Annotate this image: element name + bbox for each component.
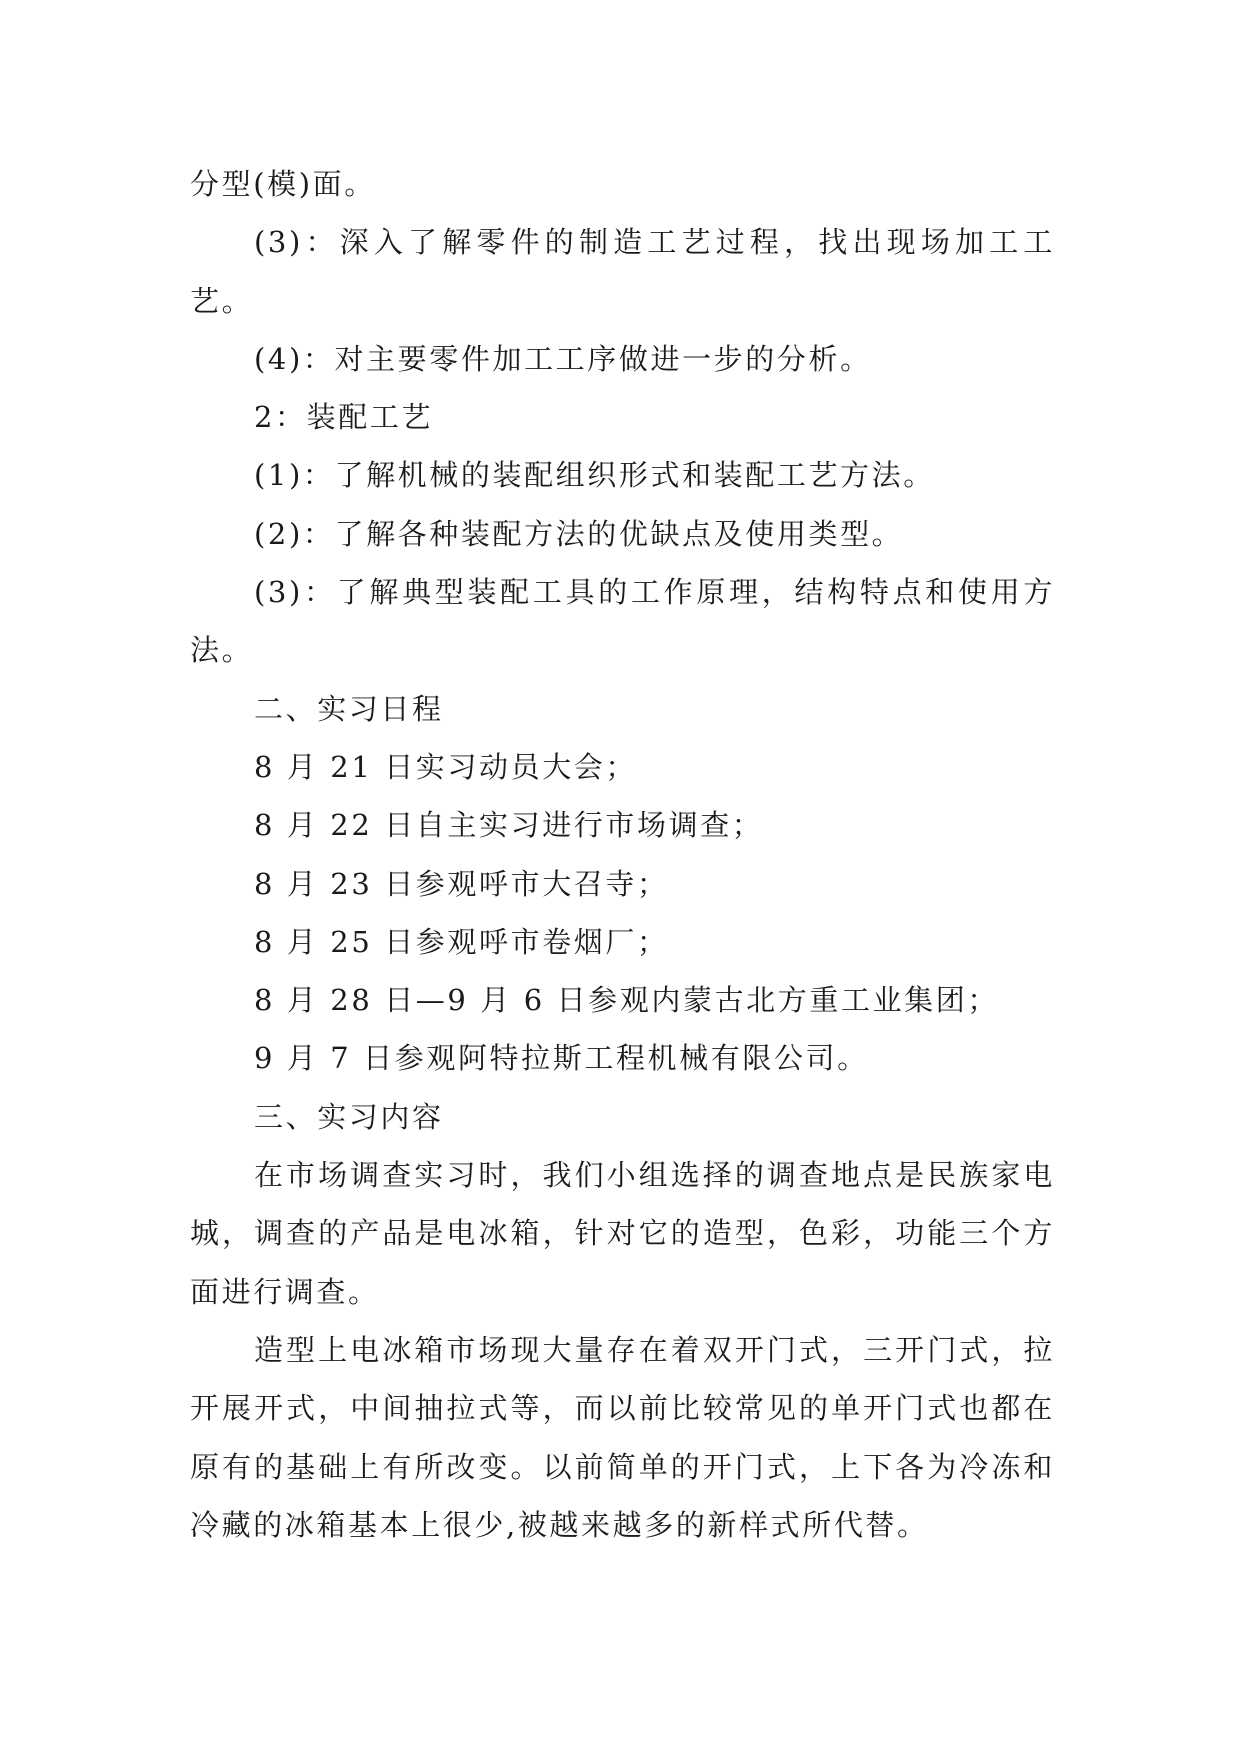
section-heading-content: 三、实习内容	[254, 1099, 444, 1134]
schedule-item: 8 月 25 日参观呼市卷烟厂；	[254, 924, 669, 959]
paragraph-market-survey: 在市场调查实习时，我们小组选择的调查地点是民族家电城，调查的产品是电冰箱，针对它的造型，色彩，功能三个方面进行调查。	[190, 1158, 1055, 1309]
paragraph-1: 分型(模)面。	[190, 167, 376, 201]
paragraph-5: (1)：了解机械的装配组织形式和装配工艺方法。	[254, 458, 935, 493]
schedule-item: 8 月 28 日—9 月 6 日参观内蒙古北方重工业集团；	[254, 983, 999, 1018]
section-heading-assembly: 2：装配工艺	[254, 400, 434, 435]
document-body	[190, 155, 1055, 1554]
section-heading-schedule: 二、实习日程	[254, 691, 444, 726]
schedule-item: 8 月 21 日实习动员大会；	[254, 749, 638, 784]
schedule-item: 8 月 22 日自主实习进行市场调查；	[254, 808, 764, 843]
schedule-item: 9 月 7 日参观阿特拉斯工程机械有限公司。	[254, 1041, 869, 1076]
paragraph-2: (3)：深入了解零件的制造工艺过程，找出现场加工工艺。	[190, 225, 1055, 318]
schedule-item: 8 月 23 日参观呼市大召寺；	[254, 866, 669, 901]
paragraph-3: (4)：对主要零件加工工序做进一步的分析。	[254, 341, 872, 376]
paragraph-6: (2)：了解各种装配方法的优缺点及使用类型。	[254, 516, 904, 551]
paragraph-styling: 造型上电冰箱市场现大量存在着双开门式，三开门式，拉开展开式，中间抽拉式等，而以前比较常见的单开门式也都在原有的基础上有所改变。以前简单的开门式，上下各为冷冻和冷藏的冰箱基本上很少,被越来越多的新样式所代替。	[190, 1332, 1055, 1542]
paragraph-7: (3)：了解典型装配工具的工作原理，结构特点和使用方法。	[190, 575, 1055, 668]
